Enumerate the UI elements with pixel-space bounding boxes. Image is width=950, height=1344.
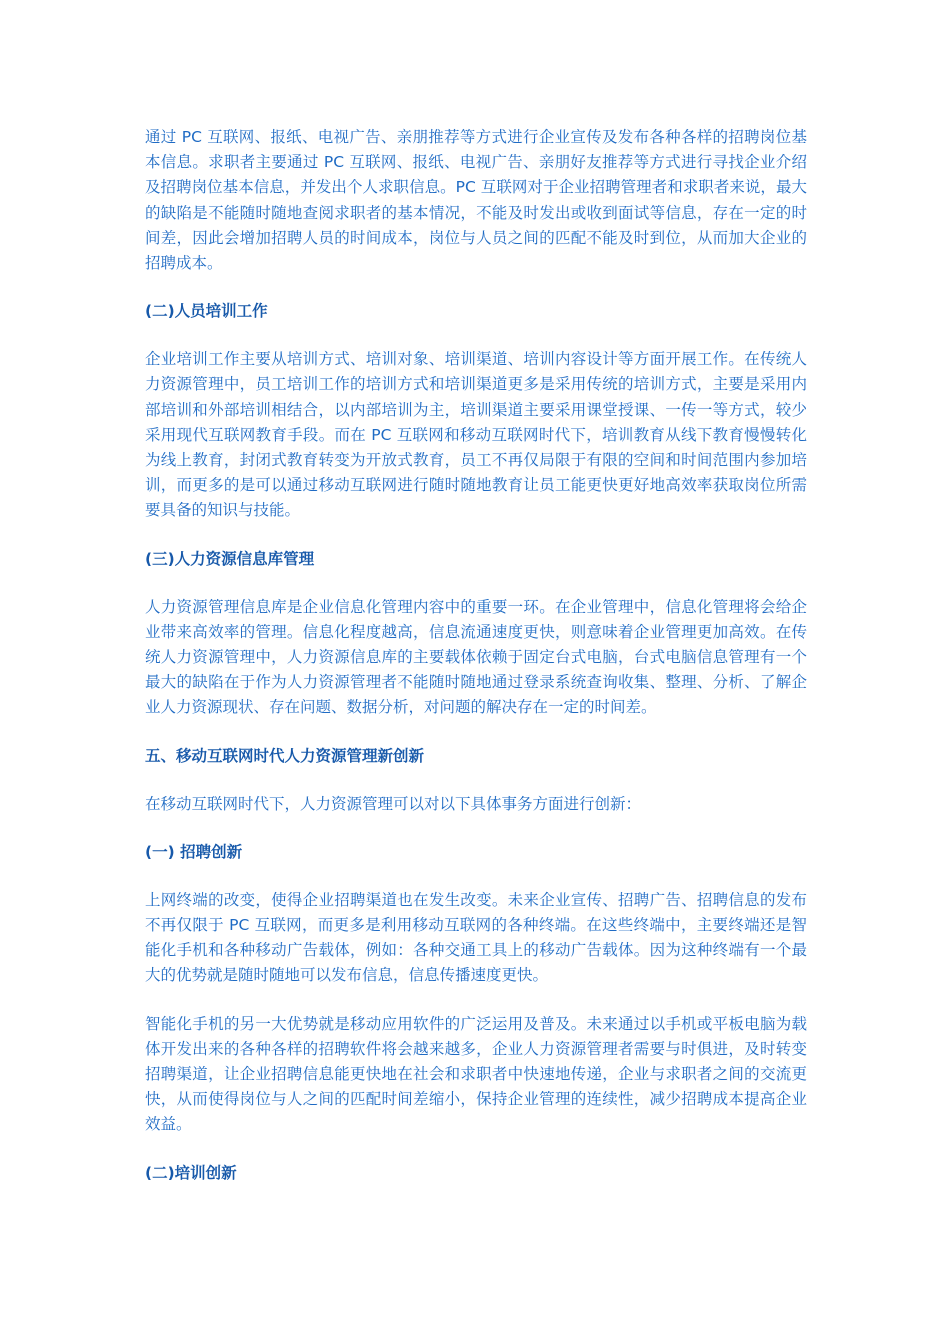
paragraph-smartphone-apps: 智能化手机的另一大优势就是移动应用软件的广泛运用及普及。未来通过以手机或平板电脑为载体开发出来的各种各样的招聘软件将会越来越多，企业人力资源管理者需要与时俱进，及时转变招聘渠道，让企业招聘信息能更快地在社会和求职者中快速地传递，企业与求职者之间的交流更快，从而使得岗位与人之间的匹配时间差缩小，保持企业管理的连续性，减少招聘成本提高企业效益。 (145, 1014, 807, 1134)
paragraph-training-work: 企业培训工作主要从培训方式、培训对象、培训渠道、培训内容设计等方面开展工作。在传统人力资源管理中，员工培训工作的培训方式和培训渠道更多是采用传统的培训方式，主要是采用内部培训和外部培训相结合，以内部培训为主，培训渠道主要采用课堂授课、一传一等方式，较少采用现代互联网教育手段。而在 PC 互联网和移动互联网时代下，培训教育从线下教育慢慢转化为线上教育，封闭式教育转变为开放式教育，员工不再仅局限于有限的空间和时间范围内参加培训，而更多的是可以通过移动互联网进行随时随地教育让员工能更快更好地高效率获取岗位所需要具备的知识与技能。 (145, 350, 807, 520)
heading-section-five: 五、移动互联网时代人力资源管理新创新 (145, 746, 425, 765)
heading-staff-training: (二)人员培训工作 (145, 302, 268, 321)
paragraph-innovation-intro: 在移动互联网时代下，人力资源管理可以对以下具体事务方面进行创新： (145, 794, 642, 813)
paragraph-hr-database: 人力资源管理信息库是企业信息化管理内容中的重要一环。在企业管理中，信息化管理将会给企业带来高效率的管理。信息化程度越高，信息流通速度更快，则意味着企业管理更加高效。在传统人力资源管理中，人力资源信息库的主要载体依赖于固定台式电脑，台式电脑信息管理有一个最大的缺陷在于作为人力资源管理者不能随时随地通过登录系统查询收集、整理、分析、了解企业人力资源现状、存在问题、数据分析，对问题的解决存在一定的时间差。 (145, 597, 807, 717)
document-page (145, 125, 807, 1186)
heading-recruitment-innovation: (一) 招聘创新 (145, 842, 243, 861)
paragraph-terminal-change: 上网终端的改变，使得企业招聘渠道也在发生改变。未来企业宣传、招聘广告、招聘信息的发布不再仅限于 PC 互联网，而更多是利用移动互联网的各种终端。在这些终端中，主要终端还是智能化手机和各种移动广告载体，例如：各种交通工具上的移动广告载体。因为这种终端有一个最大的优势就是随时随地可以发布信息，信息传播速度更快。 (145, 890, 807, 985)
heading-training-innovation: (二)培训创新 (145, 1163, 237, 1182)
paragraph-recruitment-pc: 通过 PC 互联网、报纸、电视广告、亲朋推荐等方式进行企业宣传及发布各种各样的招聘岗位基本信息。求职者主要通过 PC 互联网、报纸、电视广告、亲朋好友推荐等方式进行寻找企业介绍及招聘岗位基本信息，并发出个人求职信息。PC 互联网对于企业招聘管理者和求职者来说，最大的缺陷是不能随时随地查阅求职者的基本情况，不能及时发出或收到面试等信息，存在一定的时间差，因此会增加招聘人员的时间成本，岗位与人员之间的匹配不能及时到位，从而加大企业的招聘成本。 (145, 128, 807, 273)
heading-hr-database: (三)人力资源信息库管理 (145, 549, 315, 568)
